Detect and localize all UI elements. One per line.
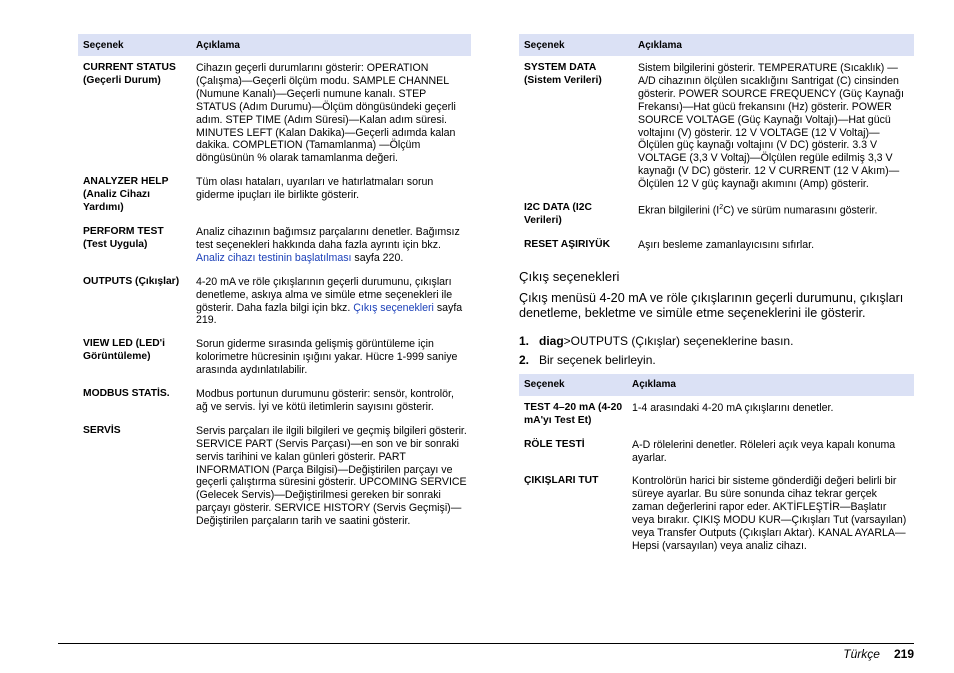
page-number: 219 xyxy=(893,647,914,661)
step-keyword: diag xyxy=(539,333,564,348)
table-row xyxy=(519,396,914,435)
option-cell: SYSTEM DATA (Sistem Verileri) xyxy=(524,62,602,86)
superscript: 2 xyxy=(719,204,724,212)
option-cell: RÖLE TESTİ xyxy=(524,438,585,450)
option-cell: OUTPUTS (Çıkışlar) xyxy=(83,275,180,287)
menu-options-table xyxy=(78,34,471,535)
table-row xyxy=(78,172,471,222)
description-cell: Tüm olası hataları, uyarıları ve hatırlatmaları sorun giderme ipuçları ile birlikte gösterir. xyxy=(196,176,434,202)
option-cell: RESET AŞIRIYÜK xyxy=(524,238,611,250)
analyzer-test-link[interactable]: Analiz cihazı testinin başlatılması xyxy=(196,251,352,264)
table-header xyxy=(519,374,914,396)
description-cell xyxy=(633,198,914,235)
description-cell: Cihazın geçerli durumlarını gösterir: OPERATION (Çalışma)—Geçerli ölçüm modu. SAMPLE CHANNEL (Numune Kanalı)—Geçerli numune kanalı. STEP STATUS (Adım Durumu)—Ölçüm döngüsündeki geçerli adım. STEP TIME (Adım Süresi)—Kalan adım süresi. MINUTES LEFT (Kalan Dakika)—Geçerli adımda kalan dakika. COMPLETION (Tamamlanma) —Ölçüm döngüsünün % olarak tamamlanma değeri. xyxy=(196,62,456,165)
description-cell: 1-4 arasındaki 4-20 mA çıkışlarını denetler. xyxy=(632,401,834,414)
option-cell: TEST 4–20 mA (4-20 mA'yı Test Et) xyxy=(524,401,623,426)
description-cell: Modbus portunun durumunu gösterir: sensör, kontrolör, ağ ve servis. İyi ve kötü iletimlerin sayısını gösterir. xyxy=(196,388,454,413)
step-instruction: Bir seçenek belirleyin. xyxy=(539,352,656,367)
section-intro: Çıkış menüsü 4-20 mA ve röle çıkışlarının geçerli durumunu, çıkışları denetleme, bekletme ve simüle etme seçeneklerini ile gösterir. xyxy=(519,290,904,321)
table-row xyxy=(78,56,471,172)
description-text: Ekran bilgilerini (I xyxy=(638,204,720,217)
section-title: Çıkış seçenekleri xyxy=(519,268,620,284)
output-section xyxy=(519,269,914,560)
system-options-table xyxy=(519,34,914,259)
header-description: Açıklama xyxy=(633,34,914,56)
description-cell: A-D rölelerini denetler. Röleleri açık veya kapalı konuma ayarlar. xyxy=(632,438,896,464)
option-cell: MODBUS STATİS. xyxy=(83,388,170,400)
step-number: 1. xyxy=(519,333,530,348)
footer-rule xyxy=(58,643,914,644)
option-cell: SERVİS xyxy=(83,424,121,436)
description-cell xyxy=(191,222,471,272)
table-row xyxy=(519,471,914,559)
table-header xyxy=(78,34,471,56)
option-cell: I2C DATA (I2C Verileri) xyxy=(524,202,592,226)
step-number: 2. xyxy=(519,352,530,367)
step-item xyxy=(519,353,914,367)
option-cell: CURRENT STATUS (Geçerli Durum) xyxy=(83,62,176,86)
right-column xyxy=(519,34,914,560)
option-cell: VIEW LED (LED'i Görüntüleme) xyxy=(83,338,165,363)
description-cell xyxy=(191,272,471,335)
table-row xyxy=(78,272,471,335)
step-instruction: >OUTPUTS (Çıkışlar) seçeneklerine basın. xyxy=(563,333,794,348)
header-option: Seçenek xyxy=(78,34,191,56)
description-text: C) ve sürüm numarasını gösterir. xyxy=(723,204,878,217)
table-row xyxy=(519,198,914,235)
table-row xyxy=(519,235,914,259)
description-cell: Servis parçaları ile ilgili bilgileri ve geçmiş bilgileri gösterir. SERVICE PART (Servis Parçası)—en son ve bir sonraki servis tarihini ve kalan günleri gösterir. PART INFORMATION (Parça Bilgisi)—Değiştirilen parçayı ve geçerli çalıştırma süresini gösterir. UPCOMING SERVICE (Gelecek Servis)—Değiştirilmesi gereken bir sonraki parçayı gösterir. SERVICE HISTORY (Servis Geçmişi)—Değiştirilen parçaların tarih ve saatini gösterir. xyxy=(196,424,467,528)
page-ref: sayfa 220. xyxy=(354,251,404,264)
table-row xyxy=(519,56,914,198)
description-cell: Sistem bilgilerini gösterir. TEMPERATURE (Sıcaklık) —A/D cihazının ölçülen sıcaklığını Santrigat (C) cinsinden gösterir. POWER SOURCE FREQUENCY (Güç Kaynağı Frekansı)—Hat gücü frekansını (Hz) gösterir. POWER SOURCE VOLTAGE (Güç Kaynağı Voltajı)—Hat gücü voltajını (V) gösterir. 12 V VOLTAGE (12 V Voltaj)—Ölçülen güç kaynağı voltajını (V DC) gösterir. 3.3 V VOLTAGE (3,3 V Voltaj)—Ölçülen regüle edilmiş 3,3 V kaynağı (V DC) gösterir. 12 V CURRENT (12 V Akım)—Ölçülen 12 V güç kaynağı akımını (Amp) gösterir. xyxy=(638,62,904,191)
step-item xyxy=(519,334,914,348)
steps-list xyxy=(519,334,914,367)
description-cell: Aşırı besleme zamanlayıcısını sıfırlar. xyxy=(638,238,815,251)
table-header xyxy=(519,34,914,56)
option-cell: ANALYZER HELP (Analiz Cihazı Yardımı) xyxy=(83,176,169,214)
output-options-link[interactable]: Çıkış seçenekleri xyxy=(353,301,434,314)
description-cell: Kontrolörün harici bir sisteme gönderdiği değeri belirli bir süreye ayarlar. Bu süre sonunda cihaz tekrar gerçek zaman değerlerini rapor eder. AKTİFLEŞTİR—Başlatır veya bırakır. ÇIKIŞ MODU KUR—Çıkışları Tut (varsayılan) veya Transfer Outputs (Çıkışları Aktar). KANAL AYARLA—Hepsi (varsayılan) veya analiz cihazı. xyxy=(632,475,907,552)
description-text: 4-20 mA ve röle çıkışlarının geçerli durumunu, çıkışları denetleme, askıya alma ve simüle etme seçenekleri ile gösterir. Daha fazla bilgi için bkz. xyxy=(196,275,453,314)
step-text xyxy=(539,334,793,348)
description-cell: Sorun giderme sırasında gelişmiş görüntüleme için kolorimetre hücresinin ışığını yakar. Hücre 1-999 saniye arasında aydınlatılabilir. xyxy=(196,338,458,377)
page-ref: sayfa 219. xyxy=(196,301,463,327)
option-cell: ÇIKIŞLARI TUT xyxy=(524,475,599,487)
table-row xyxy=(78,421,471,535)
header-description: Açıklama xyxy=(627,374,914,396)
left-column xyxy=(78,34,471,535)
header-description: Açıklama xyxy=(191,34,471,56)
option-cell: PERFORM TEST (Test Uygula) xyxy=(83,225,164,250)
output-options-table xyxy=(519,374,914,560)
header-option: Seçenek xyxy=(519,374,627,396)
description-text: Analiz cihazının bağımsız parçalarını denetler. Bağımsız test seçenekleri hakkında daha fazla ayrıntı için bkz. xyxy=(196,225,460,251)
table-row xyxy=(78,222,471,272)
footer-language: Türkçe xyxy=(843,647,880,661)
table-row xyxy=(78,334,471,384)
table-row xyxy=(519,435,914,472)
table-row xyxy=(78,384,471,421)
page-footer xyxy=(843,647,914,661)
header-option: Seçenek xyxy=(519,34,633,56)
